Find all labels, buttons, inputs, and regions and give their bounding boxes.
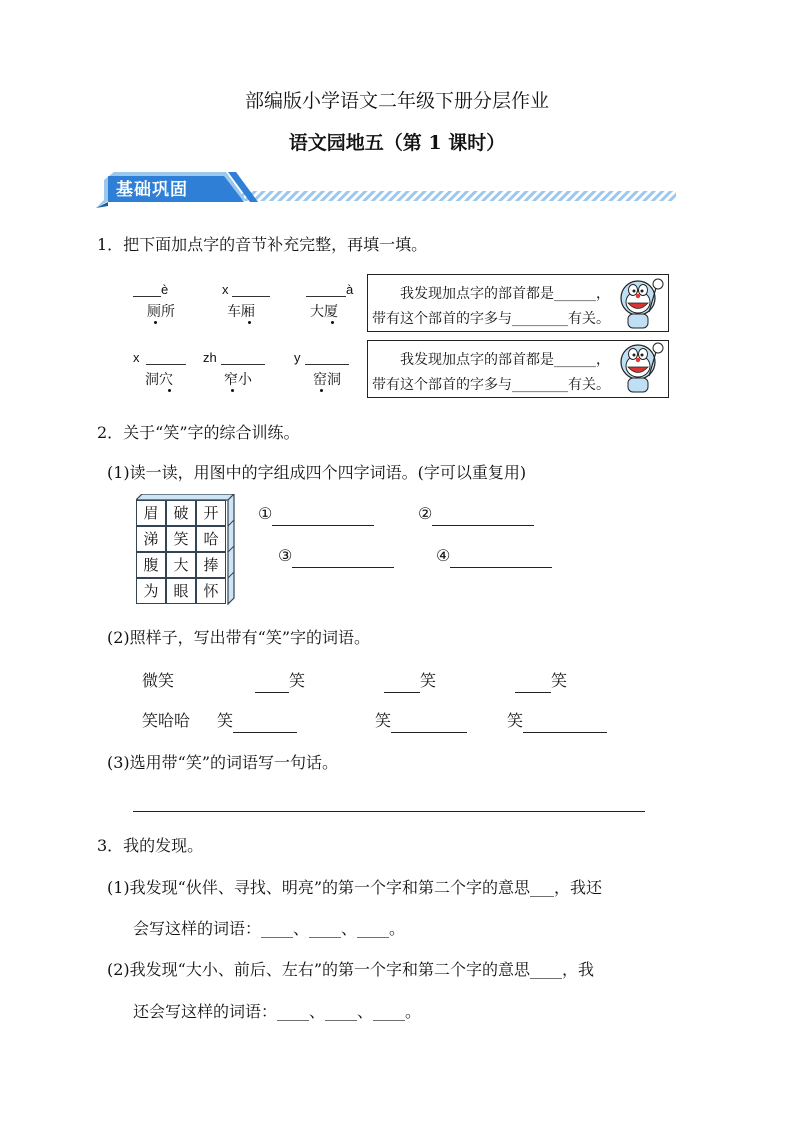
emphasis-dot <box>248 321 251 324</box>
example-word-2: 笑哈哈 <box>142 711 191 730</box>
pinyin-blank-5[interactable]: zh <box>203 350 265 365</box>
emphasis-dot <box>231 389 234 392</box>
question-3-sub2-line2[interactable]: 还会写这样的词语：____、____、____。 <box>133 1002 422 1021</box>
grid-cell: 腹 <box>136 552 166 578</box>
question-3-sub2-line1[interactable]: (2)我发现“大小、前后、左右”的第一个字和第二个字的意思____，我 <box>107 960 595 979</box>
fill-word-prefix-2[interactable]: 笑 <box>375 710 467 733</box>
pinyin-blank-6[interactable]: y <box>294 350 349 365</box>
emphasis-dot <box>331 321 334 324</box>
grid-cell: 破 <box>166 500 196 526</box>
fill-word-prefix-3[interactable]: 笑 <box>507 710 607 733</box>
sentence-answer-line[interactable] <box>133 811 645 812</box>
grid-cell: 眼 <box>166 578 196 604</box>
pinyin-blank-2[interactable]: x <box>222 282 270 297</box>
answer-blank-2[interactable]: ② <box>418 503 534 526</box>
grid-cell: 开 <box>196 500 226 526</box>
grid-cell: 捧 <box>196 552 226 578</box>
word-厕所: 厕所 <box>147 304 175 320</box>
pinyin-blank-4[interactable]: x <box>133 350 186 365</box>
question-2-sub1: (1)读一读，用图中的字组成四个四字词语。(字可以重复用) <box>107 463 527 482</box>
question-3-sub1-line2[interactable]: 会写这样的词语：____、____、____。 <box>133 919 406 938</box>
answer-blank-4[interactable]: ④ <box>436 545 552 568</box>
emphasis-dot <box>168 389 171 392</box>
word-窄小: 窄小 <box>224 372 252 388</box>
page-title: 部编版小学语文二年级下册分层作业 <box>244 90 549 112</box>
finding-line-2[interactable]: 带有这个部首的字多与________有关。 <box>372 311 610 327</box>
finding-line-2[interactable]: 带有这个部首的字多与________有关。 <box>372 377 610 393</box>
pinyin-blank-1[interactable]: è <box>133 282 168 297</box>
question-2-prompt: 2．关于“笑”字的综合训练。 <box>97 423 300 442</box>
pinyin-blank-3[interactable]: à <box>306 282 353 297</box>
grid-cell: 怀 <box>196 578 226 604</box>
question-1-prompt: 1．把下面加点字的音节补充完整，再填一填。 <box>97 235 428 254</box>
cartoon-cat-icon <box>618 340 668 396</box>
example-word-1: 微笑 <box>142 671 175 690</box>
grid-cell: 大 <box>166 552 196 578</box>
finding-line-1: 我发现加点字的部首都是______， <box>400 352 610 368</box>
finding-line-1: 我发现加点字的部首都是______， <box>400 286 610 302</box>
grid-cell: 为 <box>136 578 166 604</box>
question-2-sub3: (3)选用带“笑”的词语写一句话。 <box>107 753 339 772</box>
grid-cell: 笑 <box>166 526 196 552</box>
question-3-sub1-line1[interactable]: (1)我发现“伙伴、寻找、明亮”的第一个字和第二个字的意思___，我还 <box>107 878 603 897</box>
lesson-subtitle: 语文园地五（第 1 课时） <box>288 132 506 154</box>
answer-blank-1[interactable]: ① <box>258 503 374 526</box>
emphasis-dot <box>320 389 323 392</box>
grid-cell: 哈 <box>196 526 226 552</box>
grid-cell: 眉 <box>136 500 166 526</box>
word-车厢: 车厢 <box>227 304 255 320</box>
fill-word-prefix-1[interactable]: 笑 <box>217 710 297 733</box>
answer-blank-3[interactable]: ③ <box>278 545 394 568</box>
question-2-sub2: (2)照样子，写出带有“笑”字的词语。 <box>107 628 371 647</box>
section-banner-label: 基础巩固 <box>116 180 188 200</box>
fill-word-suffix-3[interactable]: 笑 <box>515 670 567 693</box>
word-洞穴: 洞穴 <box>145 372 173 388</box>
fill-word-suffix-2[interactable]: 笑 <box>384 670 436 693</box>
cube-edges <box>136 494 236 606</box>
word-大厦: 大厦 <box>310 304 338 320</box>
fill-word-suffix-1[interactable]: 笑 <box>255 670 305 693</box>
emphasis-dot <box>154 321 157 324</box>
cartoon-cat-icon <box>618 276 668 332</box>
grid-cell: 涕 <box>136 526 166 552</box>
word-窑洞: 窑洞 <box>313 372 341 388</box>
question-3-prompt: 3．我的发现。 <box>97 836 204 855</box>
